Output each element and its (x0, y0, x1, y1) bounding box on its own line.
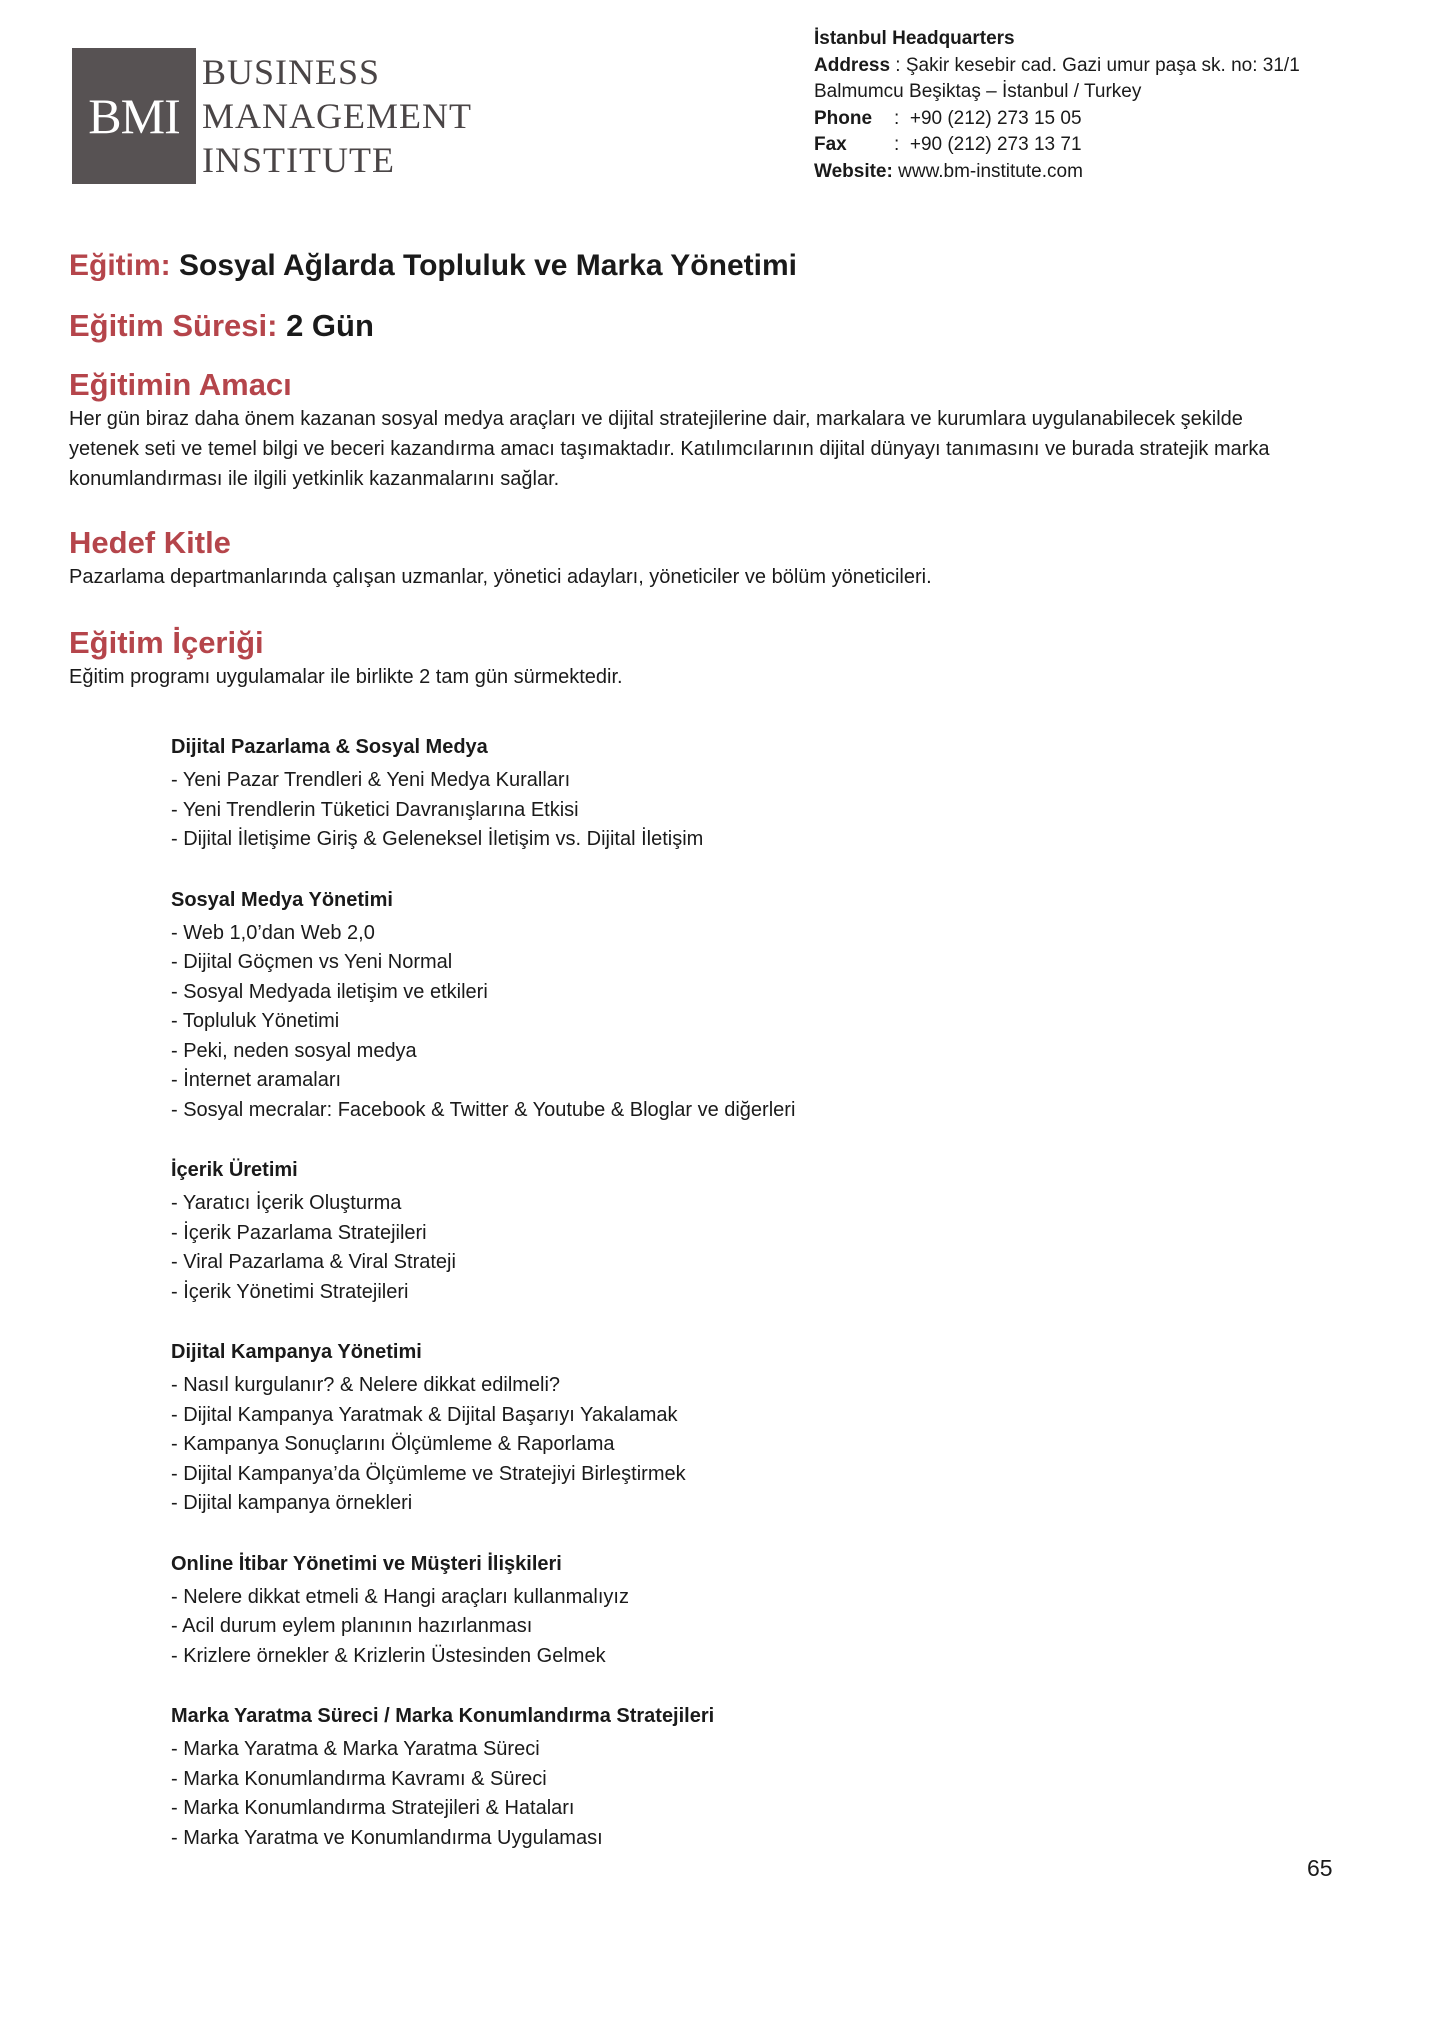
list-item: - Topluluk Yönetimi (171, 1010, 340, 1032)
hq-title: İstanbul Headquarters (814, 28, 1015, 49)
curriculum-sections (171, 732, 1271, 1853)
section-items (171, 1735, 1271, 1853)
course-overview (69, 244, 1309, 692)
list-item: - Dijital Kampanya’da Ölçümleme ve Stratejiyi Birleştirmek (171, 1462, 686, 1485)
list-item: - Dijital Göçmen vs Yeni Normal (171, 951, 453, 973)
list-item: - Nasıl kurgulanır? & Nelere dikkat edilmeli? (171, 1374, 561, 1396)
curriculum-section (171, 1549, 1271, 1672)
page-number: 65 (1307, 1855, 1333, 1881)
fax-value: +90 (212) 273 13 71 (909, 134, 1082, 155)
section-items (171, 766, 1271, 855)
curriculum-section (171, 732, 1271, 855)
website-link[interactable]: www.bm-institute.com (898, 160, 1083, 182)
list-item: - Dijital kampanya örnekleri (171, 1492, 413, 1514)
content-text: Eğitim programı uygulamalar ile birlikte 2 tam gün sürmektedir. (69, 666, 623, 688)
course-duration (69, 304, 1309, 348)
section-items (171, 1371, 1271, 1519)
address-label: Address (814, 54, 891, 76)
logo-line: MANAGEMENT (202, 96, 472, 136)
course-title-label: Eğitim: (69, 249, 171, 282)
curriculum-section (171, 1337, 1271, 1519)
section-title: Marka Yaratma Süreci / Marka Konumlandırma Stratejileri (171, 1705, 715, 1727)
section-items (171, 1189, 1271, 1307)
list-item: - Peki, neden sosyal medya (171, 1039, 417, 1062)
list-item: - Acil durum eylem planının hazırlanması (171, 1615, 533, 1637)
list-item: - Yeni Trendlerin Tüketici Davranışlarına Etkisi (171, 798, 579, 821)
duration-value: 2 Gün (286, 308, 374, 343)
purpose-text: Her gün biraz daha önem kazanan sosyal medya araçları ve dijital stratejilerine dair, markalara ve kurumlara uygulanabilecek şekilde yetenek seti ve temel bilgi ve beceri kazandırma amacı taşımaktadır. Katılımcılarının dijital dünyayı tanımasını ve burada stratejik marka konumlandırması ile ilgili yetkinlik kazanmalarını sağlar. (69, 408, 1270, 490)
section-title: Dijital Pazarlama & Sosyal Medya (171, 736, 488, 758)
list-item: - Marka Konumlandırma Kavramı & Süreci (171, 1767, 547, 1790)
address-line1: Şakir kesebir cad. Gazi umur paşa sk. no: 31/1 (905, 54, 1300, 76)
list-item: - Sosyal Medyada iletişim ve etkileri (171, 980, 488, 1003)
list-item: - Yeni Pazar Trendleri & Yeni Medya Kuralları (171, 769, 571, 791)
list-item: - Marka Konumlandırma Stratejileri & Hataları (171, 1797, 575, 1819)
list-item: - İnternet aramaları (171, 1069, 342, 1091)
curriculum-section (171, 885, 1271, 1126)
phone-value: +90 (212) 273 15 05 (909, 107, 1082, 129)
list-item: - Yaratıcı İçerik Oluşturma (171, 1192, 402, 1214)
phone-label: Phone (814, 107, 873, 129)
address-line2: Balmumcu Beşiktaş – İstanbul / Turkey (814, 81, 1142, 102)
list-item: - Dijital Kampanya Yaratmak & Dijital Başarıyı Yakalamak (171, 1403, 678, 1426)
section-title: Dijital Kampanya Yönetimi (171, 1341, 422, 1363)
purpose-heading: Eğitimin Amacı (69, 367, 292, 402)
curriculum-section (171, 1701, 1271, 1853)
list-item: - Kampanya Sonuçlarını Ölçümleme & Raporlama (171, 1433, 615, 1455)
list-item: - Nelere dikkat etmeli & Hangi araçları kullanmalıyız (171, 1585, 629, 1608)
list-item: - Krizlere örnekler & Krizlerin Üstesinden Gelmek (171, 1644, 606, 1667)
list-item: - İçerik Yönetimi Stratejileri (171, 1280, 409, 1303)
audience-text: Pazarlama departmanlarında çalışan uzmanlar, yönetici adayları, yöneticiler ve bölüm yöneticileri. (69, 566, 932, 588)
duration-label: Eğitim Süresi: (69, 308, 278, 343)
website-label: Website: (814, 160, 893, 182)
logo-wordmark (202, 50, 472, 182)
section-title: Sosyal Medya Yönetimi (171, 888, 393, 911)
fax-label: Fax (814, 134, 847, 155)
curriculum-section (171, 1155, 1271, 1307)
audience-heading: Hedef Kitle (69, 525, 231, 560)
list-item: - Marka Yaratma ve Konumlandırma Uygulaması (171, 1826, 603, 1849)
logo-mark: BMI (72, 48, 196, 184)
list-item: - İçerik Pazarlama Stratejileri (171, 1221, 427, 1244)
content-heading: Eğitim İçeriği (69, 625, 264, 660)
bmi-logo (72, 48, 472, 184)
section-title: Online İtibar Yönetimi ve Müşteri İlişkileri (171, 1552, 562, 1575)
list-item: - Web 1,0’dan Web 2,0 (171, 921, 375, 944)
course-title (69, 244, 1309, 288)
headquarters-contact: İstanbul Headquarters Address : Şakir kesebir cad. Gazi umur paşa sk. no: 31/1 Balmumcu Beşiktaş – İstanbul / Turkey Phone : +90 (212) 273 15 05 Fax : +90 (212) 273 13 71 Website: www.bm-institute.com (814, 26, 1300, 185)
list-item: - Dijital İletişime Giriş & Geleneksel İletişim vs. Dijital İletişim (171, 828, 704, 850)
section-items (171, 919, 1271, 1126)
section-items (171, 1583, 1271, 1672)
section-title: İçerik Üretimi (171, 1159, 298, 1181)
list-item: - Marka Yaratma & Marka Yaratma Süreci (171, 1738, 540, 1760)
logo-line: INSTITUTE (202, 140, 395, 180)
list-item: - Sosyal mecralar: Facebook & Twitter & Youtube & Bloglar ve diğerleri (171, 1098, 796, 1121)
logo-line: BUSINESS (202, 52, 381, 92)
course-title-value: Sosyal Ağlarda Topluluk ve Marka Yönetimi (179, 249, 797, 282)
list-item: - Viral Pazarlama & Viral Strateji (171, 1251, 456, 1273)
